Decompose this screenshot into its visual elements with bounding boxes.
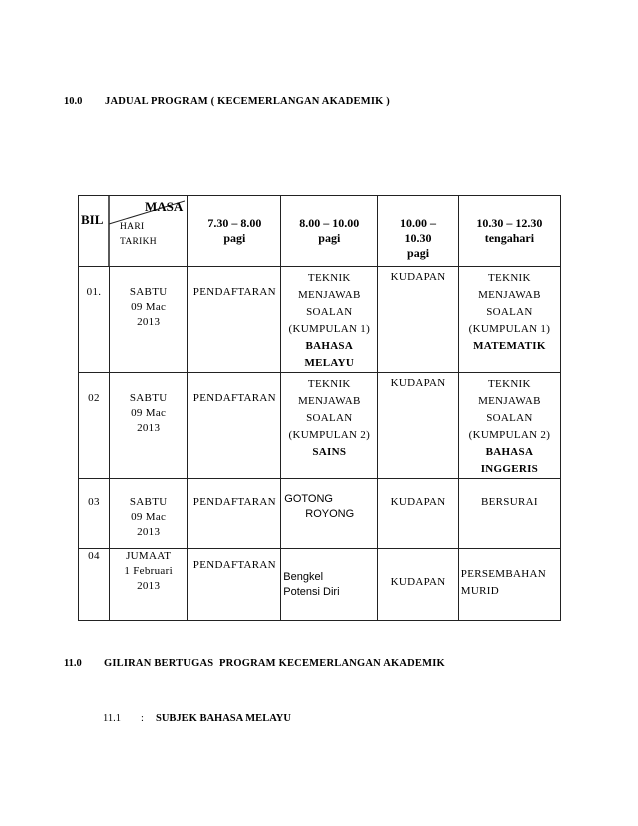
row-year: 2013: [137, 580, 161, 592]
subject-label: INGGERIS: [480, 463, 539, 475]
row-day-date: [109, 373, 187, 479]
slot-line: MURID: [460, 585, 499, 597]
section-11-1-colon: :: [141, 713, 144, 724]
section-11-1-title: SUBJEK BAHASA MELAYU: [156, 713, 291, 724]
slot-2-time: 8.00 – 10.00: [299, 216, 360, 230]
row-slot-2: [281, 267, 378, 373]
slot-line: Bengkel: [283, 571, 324, 583]
row-slot-3: KUDAPAN: [378, 549, 459, 621]
row-slot-2: [281, 549, 378, 621]
row-slot-4: [458, 267, 560, 373]
row-date: 09 Mac: [131, 301, 167, 313]
row-day: SABTU: [129, 496, 168, 508]
row-slot-1: PENDAFTARAN: [188, 267, 281, 373]
table-header-row: [79, 196, 561, 267]
row-bil: 02: [79, 373, 110, 479]
row-day-date: [109, 267, 187, 373]
subject-label: BAHASA: [485, 446, 534, 458]
row-slot-4: [458, 549, 560, 621]
row-slot-4: [458, 373, 560, 479]
row-day: SABTU: [129, 392, 168, 404]
slot-line: PERSEMBAHAN: [460, 568, 547, 580]
slot-3-header: [378, 196, 459, 267]
slot-line: (KUMPULAN 1): [468, 323, 551, 335]
row-slot-1: PENDAFTARAN: [188, 479, 281, 549]
slot-line: TEKNIK: [488, 272, 531, 284]
slot-1-header: [188, 196, 281, 267]
slot-1-period: pagi: [223, 231, 246, 245]
table-row: [79, 479, 561, 549]
table-row: [79, 267, 561, 373]
slot-line: TEKNIK: [307, 378, 351, 390]
row-slot-3: KUDAPAN: [378, 267, 459, 373]
slot-3-time-end: 10.30: [404, 231, 432, 245]
subject-label: BAHASA: [305, 340, 354, 352]
tarikh-header: TARIKH: [120, 237, 157, 247]
hari-header: HARI: [120, 222, 145, 232]
subject-label: SAINS: [312, 446, 347, 458]
slot-2-period: pagi: [318, 231, 341, 245]
row-day-date: [109, 549, 187, 621]
table-row: [79, 373, 561, 479]
row-slot-1: PENDAFTARAN: [188, 373, 281, 479]
slot-line: SOALAN: [306, 412, 353, 424]
slot-line: MENJAWAB: [297, 395, 361, 407]
masa-header: MASA: [145, 199, 184, 214]
table-row: [79, 549, 561, 621]
row-date: 09 Mac: [131, 407, 167, 419]
section-11-title: GILIRAN BERTUGAS PROGRAM KECEMERLANGAN AKADEMIK: [104, 658, 445, 669]
row-day-date: [109, 479, 187, 549]
row-year: 2013: [137, 422, 161, 434]
slot-1-time: 7.30 – 8.00: [207, 216, 262, 230]
slot-line: SOALAN: [306, 306, 353, 318]
row-bil: 04: [79, 549, 110, 621]
slot-line: MENJAWAB: [297, 289, 361, 301]
slot-line: MENJAWAB: [478, 395, 541, 407]
slot-3-period: pagi: [407, 246, 430, 260]
slot-line: SOALAN: [486, 306, 533, 318]
row-slot-1: PENDAFTARAN: [188, 549, 281, 621]
row-slot-3: KUDAPAN: [378, 373, 459, 479]
bil-masa-header-cell: [79, 196, 188, 267]
bil-header: BIL: [81, 212, 104, 227]
slot-4-period: tengahari: [484, 231, 535, 245]
slot-line: SOALAN: [486, 412, 533, 424]
slot-line: Potensi Diri: [283, 586, 340, 598]
row-year: 2013: [137, 526, 161, 538]
row-year: 2013: [137, 316, 161, 328]
schedule-table: [78, 195, 561, 621]
slot-4-time: 10.30 – 12.30: [476, 216, 543, 230]
slot-line: ROYONG: [305, 508, 355, 520]
row-day: SABTU: [129, 286, 168, 298]
slot-line: MENJAWAB: [478, 289, 541, 301]
slot-4-header: [458, 196, 560, 267]
row-date: 09 Mac: [131, 511, 167, 523]
row-slot-2: [281, 373, 378, 479]
section-10-title: JADUAL PROGRAM ( KECEMERLANGAN AKADEMIK ): [105, 96, 390, 107]
slot-line: (KUMPULAN 2): [468, 429, 551, 441]
row-date: 1 Februari: [124, 565, 173, 577]
slot-2-header: [281, 196, 378, 267]
slot-line: TEKNIK: [488, 378, 531, 390]
slot-line: (KUMPULAN 2): [288, 429, 371, 441]
subject-label: MATEMATIK: [473, 340, 546, 352]
slot-line: (KUMPULAN 1): [288, 323, 371, 335]
subject-label: MELAYU: [304, 357, 355, 369]
row-slot-2: [281, 479, 378, 549]
row-bil: 01.: [79, 267, 110, 373]
row-slot-4: BERSURAI: [458, 479, 560, 549]
row-slot-3: KUDAPAN: [378, 479, 459, 549]
row-day: JUMAAT: [126, 550, 172, 562]
section-10-number: 10.0: [64, 96, 83, 107]
section-11-number: 11.0: [64, 658, 82, 669]
section-11-1-number: 11.1: [103, 713, 121, 724]
slot-line: TEKNIK: [307, 272, 351, 284]
row-bil: 03: [79, 479, 110, 549]
slot-3-time-start: 10.00 –: [400, 216, 437, 230]
slot-line: GOTONG: [284, 493, 333, 505]
